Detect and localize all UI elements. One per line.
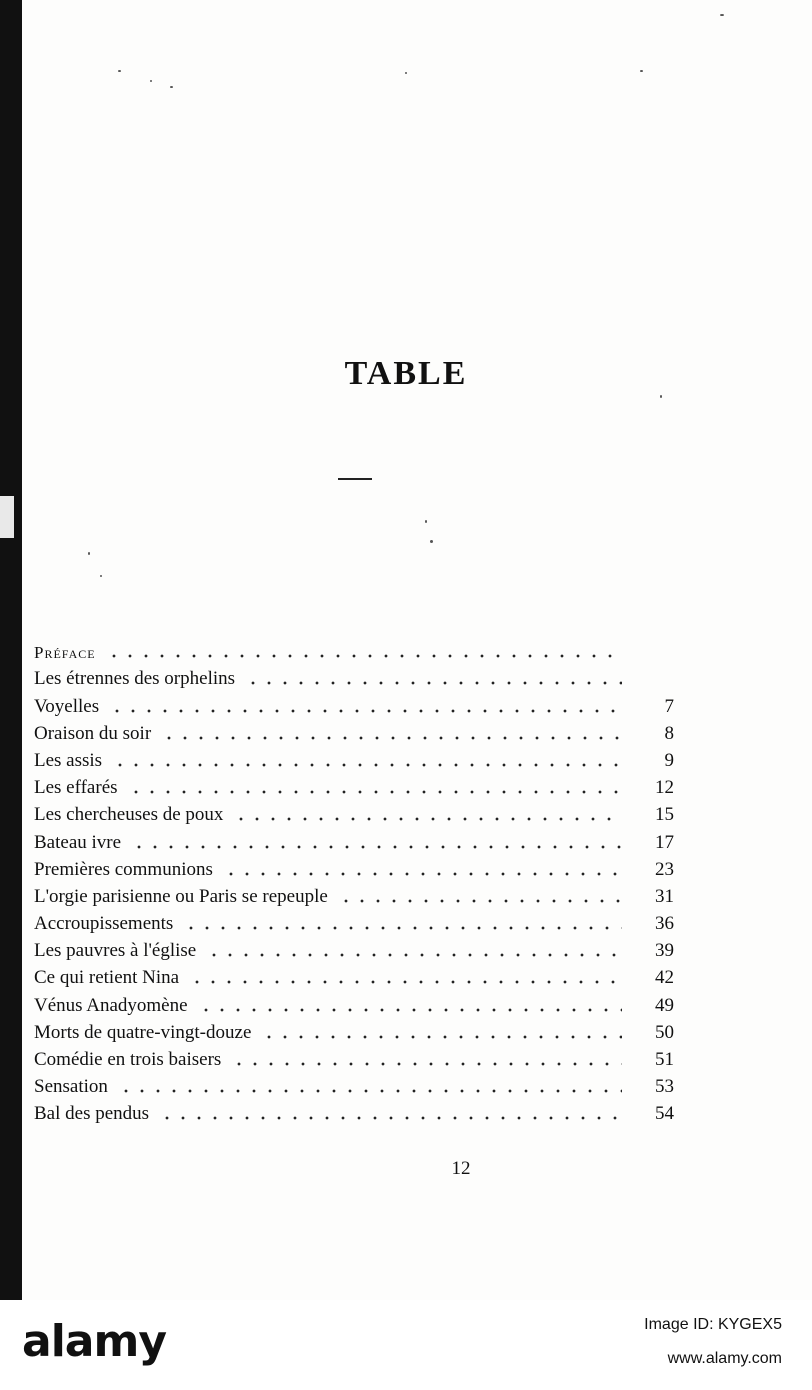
toc-entry-page: 31 <box>655 885 674 907</box>
toc-entry <box>34 906 674 933</box>
dot-leader <box>179 926 622 930</box>
toc-entry <box>34 1015 674 1042</box>
toc-entry-title: Les pauvres à l'église <box>34 940 197 962</box>
toc-entry <box>34 852 674 879</box>
site-url: www.alamy.com <box>667 1350 782 1367</box>
dot-leader <box>157 736 622 740</box>
toc-entry-title: Morts de quatre-vingt-douze <box>34 1021 252 1043</box>
brand-logo: alamy <box>22 1316 166 1367</box>
toc-entry-page: 17 <box>655 831 674 853</box>
toc-entry <box>34 797 674 824</box>
page-number: 12 <box>451 1158 471 1179</box>
dot-leader <box>219 872 622 876</box>
toc-entry-page: 51 <box>655 1049 674 1070</box>
toc-entry <box>34 1069 674 1096</box>
toc-entry-title: Sensation <box>34 1076 108 1098</box>
dot-leader <box>241 681 622 685</box>
dot-leader <box>194 1008 622 1012</box>
toc-entry-page: 36 <box>655 913 674 935</box>
dot-leader <box>334 899 622 903</box>
toc-entry-page: 50 <box>655 1021 674 1043</box>
toc-entry-page: 42 <box>655 967 674 989</box>
toc-entry-title: Voyelles <box>34 695 100 717</box>
toc-entry <box>34 1042 674 1069</box>
title-rule <box>338 478 372 480</box>
toc-entry <box>34 824 674 851</box>
toc-entry-title: Accroupissements <box>34 913 174 935</box>
toc-entry <box>34 1096 674 1123</box>
toc-entry-page: 12 <box>655 777 674 799</box>
toc-entry-page: 7 <box>664 695 674 717</box>
toc-entry-page: 15 <box>655 804 674 826</box>
toc-entry-title: Premières communions <box>34 858 213 880</box>
dot-leader <box>108 763 622 767</box>
toc-entry-title: Bateau ivre <box>34 831 122 853</box>
dot-leader <box>127 845 622 849</box>
dot-leader <box>102 654 622 658</box>
dot-leader <box>105 709 622 713</box>
dot-leader <box>229 817 622 821</box>
table-of-contents <box>34 634 674 1123</box>
toc-entry <box>34 879 674 906</box>
page-title: TABLE <box>344 355 468 392</box>
dot-leader <box>124 790 622 794</box>
toc-entry-page: 23 <box>655 858 674 880</box>
toc-entry-title: Les chercheuses de poux <box>34 804 224 826</box>
toc-entry-page: 8 <box>664 722 674 744</box>
toc-entry-title: Comédie en trois baisers <box>34 1049 222 1070</box>
dot-leader <box>185 980 622 984</box>
watermark-footer <box>0 1300 812 1390</box>
toc-entry <box>34 960 674 987</box>
toc-entry <box>34 987 674 1014</box>
toc-entry-title: Les étrennes des orphelins <box>34 668 236 690</box>
toc-entry-title: Vénus Anadyomène <box>34 994 188 1016</box>
dot-leader <box>114 1089 622 1093</box>
toc-entry <box>34 634 674 661</box>
toc-entry <box>34 743 674 770</box>
toc-entry-page: 53 <box>655 1076 674 1098</box>
toc-entry-page: 49 <box>655 994 674 1016</box>
toc-entry <box>34 716 674 743</box>
toc-entry-title: Les assis <box>34 749 103 771</box>
toc-entry <box>34 688 674 715</box>
dot-leader <box>227 1062 622 1066</box>
toc-entry-page: 54 <box>655 1103 674 1125</box>
toc-entry-title: Oraison du soir <box>34 722 152 744</box>
toc-entry-title: L'orgie parisienne ou Paris se repeuple <box>34 885 328 907</box>
toc-entry <box>34 933 674 960</box>
toc-entry-title: Les effarés <box>34 777 118 799</box>
toc-entry <box>34 661 674 688</box>
dot-leader <box>155 1116 622 1120</box>
dot-leader <box>202 953 622 957</box>
toc-entry-title: Préface <box>34 643 96 663</box>
toc-entry-title: Bal des pendus <box>34 1103 150 1125</box>
toc-entry-page: 39 <box>655 940 674 962</box>
toc-entry-title: Ce qui retient Nina <box>34 967 180 989</box>
dot-leader <box>257 1035 622 1039</box>
toc-entry <box>34 770 674 797</box>
page-binding-edge <box>0 0 22 1300</box>
image-id-label: Image ID: KYGEX5 <box>644 1316 782 1333</box>
toc-entry-page: 9 <box>664 749 674 771</box>
